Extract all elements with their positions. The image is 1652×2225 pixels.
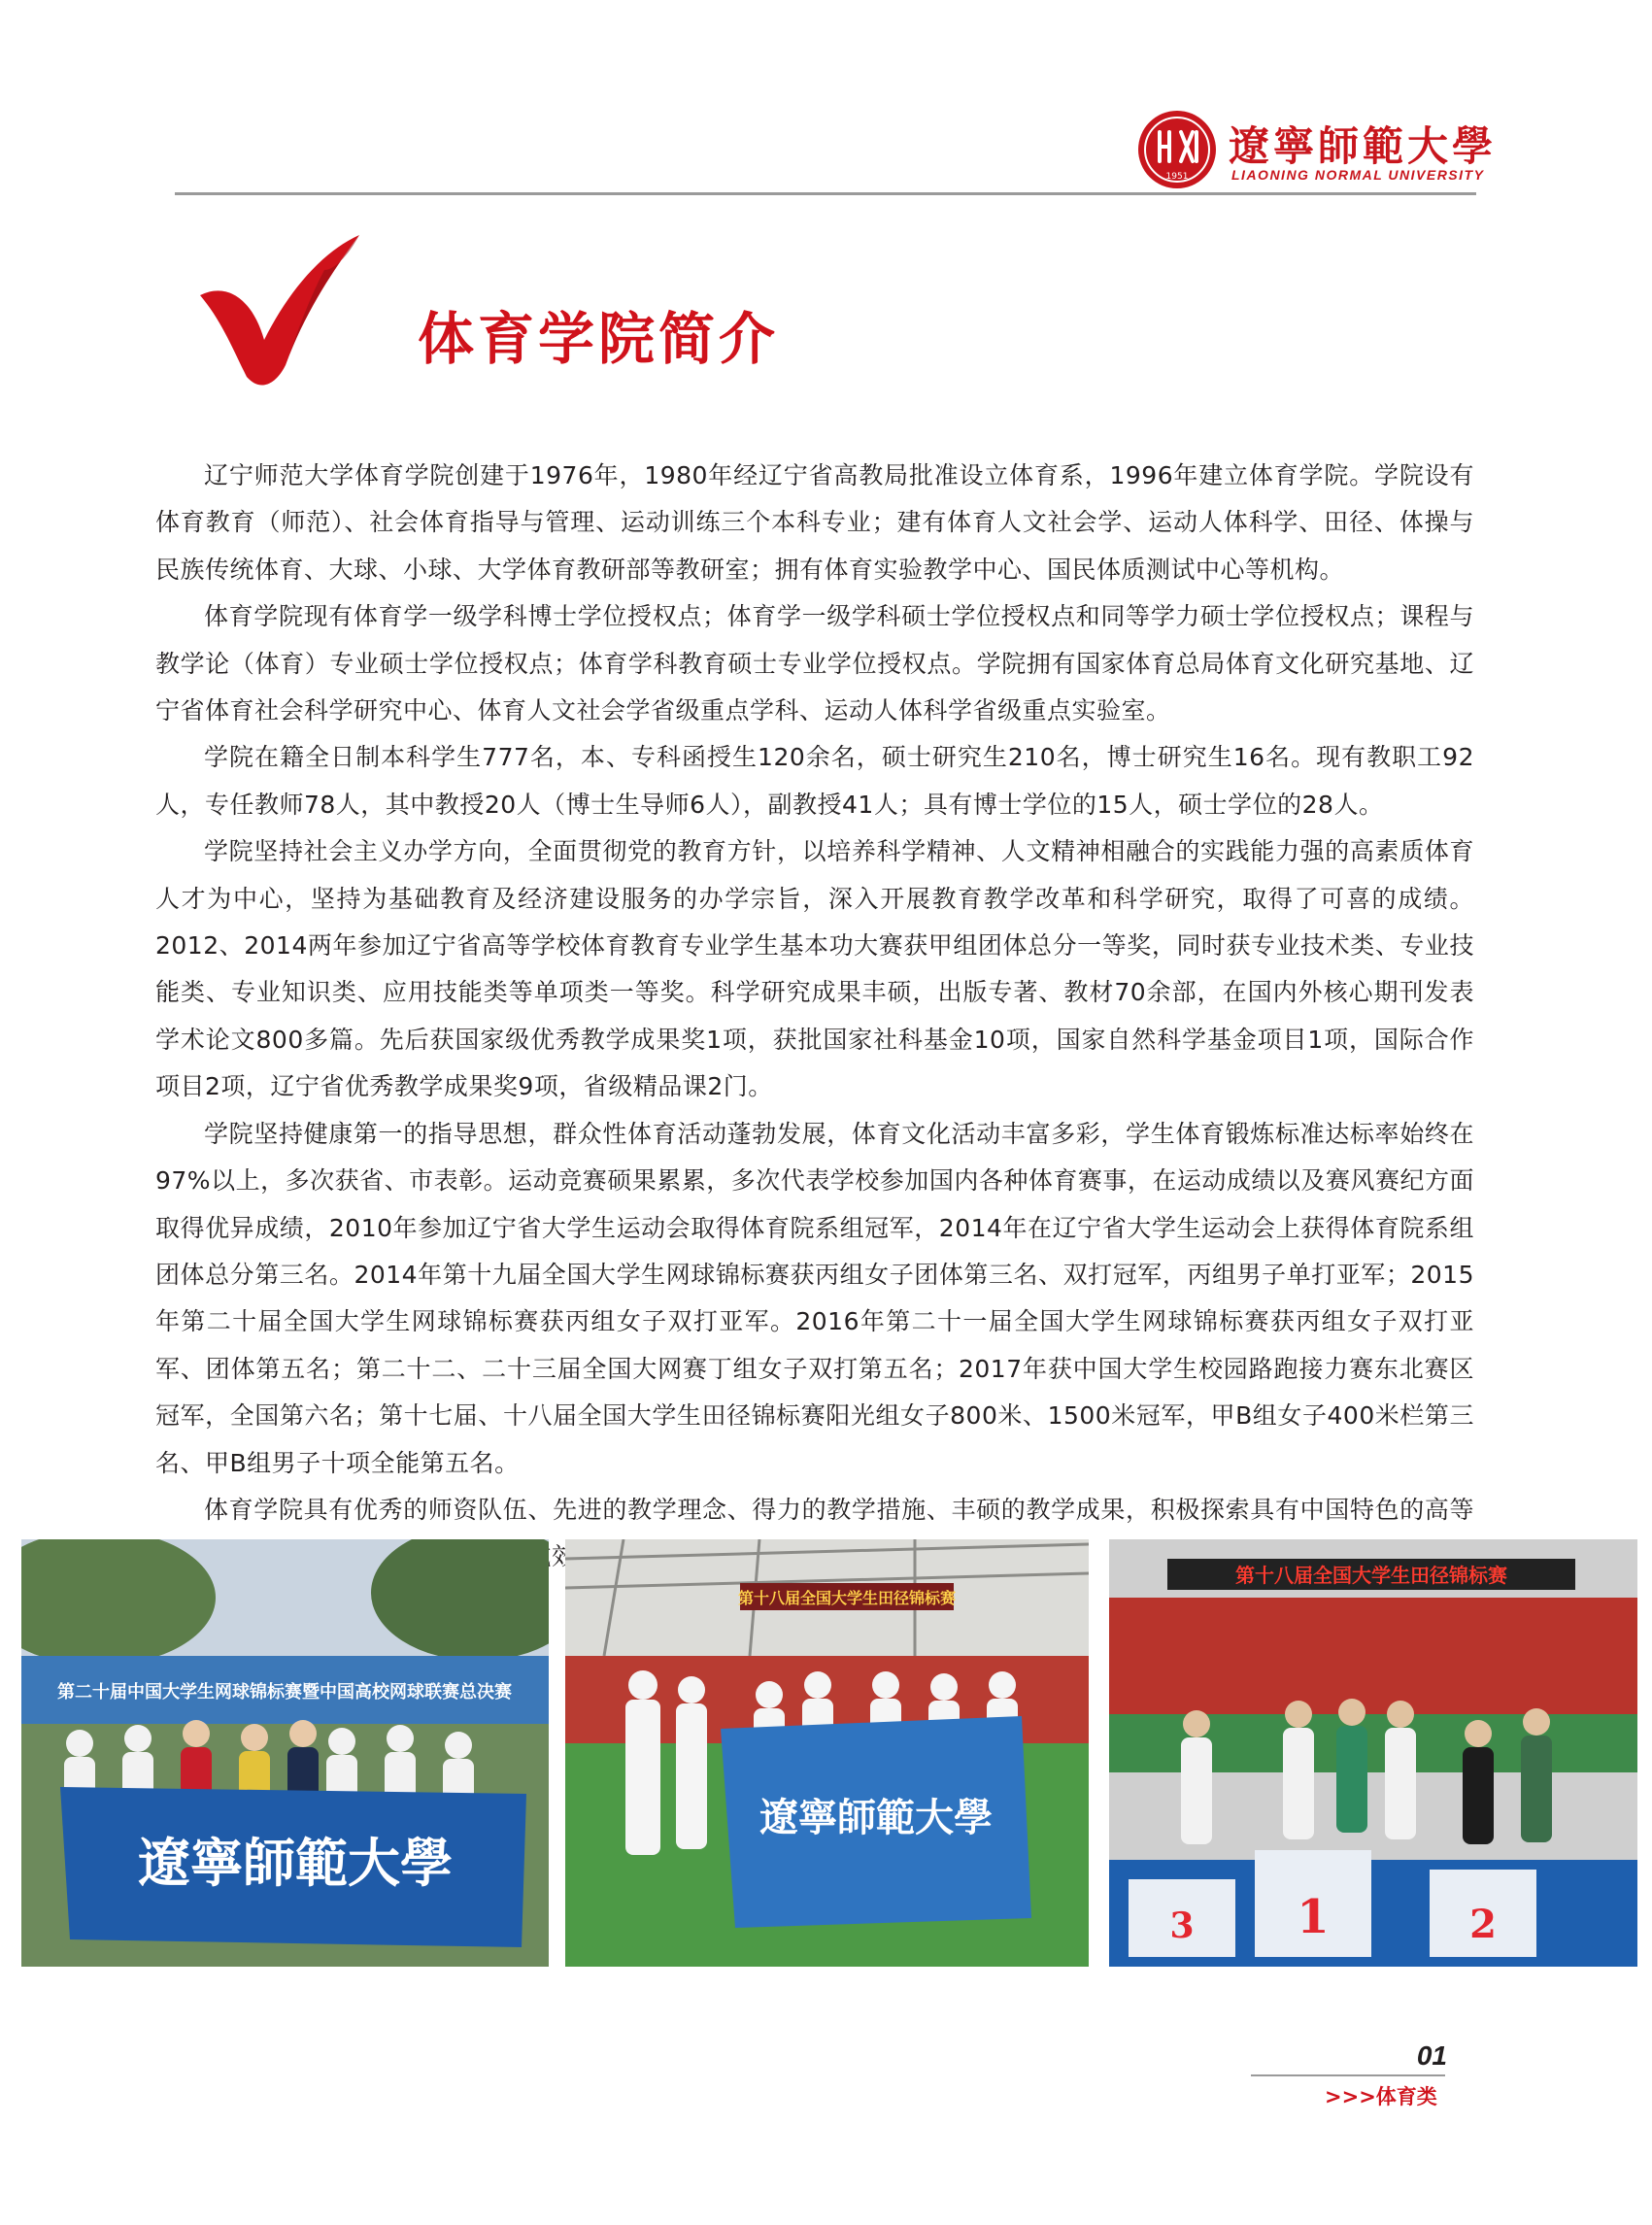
photo-tennis-team: [21, 1539, 549, 1967]
podium-label-first: 1: [1297, 1890, 1330, 1944]
article-body: [155, 453, 1474, 1581]
university-name-en: LIAONING NORMAL UNIVERSITY: [1231, 167, 1485, 183]
emblem-year: 1951: [1165, 172, 1189, 182]
university-emblem-icon: [1136, 109, 1218, 190]
paragraph-staff: 学院在籍全日制本科学生777名，本、专科函授生120余名，硕士研究生210名，博士研究生16名。现有教职工92人，专任教师78人，其中教授20人（博士生导师6人），副教授41人；具有博士学位的15人，硕士学位的28人。: [155, 743, 1474, 819]
page-number: 01: [1416, 2040, 1447, 2071]
paragraph-achievements: 学院坚持社会主义办学方向，全面贯彻党的教育方针，以培养科学精神、人文精神相融合的实践能力强的高素质体育人才为中心，坚持为基础教育及经济建设服务的办学宗旨，深入开展教育教学改革和科学研究，取得了可喜的成绩。2012、2014两年参加辽宁省高等学校体育教育专业学生基本功大赛获甲组团体总分一等奖，同时获专业技术类、专业技能类、专业知识类、应用技能类等单项类一等奖。科学研究成果丰硕，出版专著、教材70余部，在国内外核心期刊发表学术论文800多篇。先后获国家级优秀教学成果奖1项，获批国家社科基金10项，国家自然科学基金项目1项，国际合作项目2项，辽宁省优秀教学成果奖9项，省级精品课2门。: [155, 837, 1474, 1101]
page-title: 体育学院简介: [418, 306, 780, 372]
header-divider: [175, 192, 1476, 195]
podium-label-second: 2: [1469, 1902, 1497, 1947]
paragraph-sports: 学院坚持健康第一的指导思想，群众性体育活动蓬勃发展，体育文化活动丰富多彩，学生体育锻炼标准达标率始终在97%以上，多次获省、市表彰。运动竞赛硕果累累，多次代表学校参加国内各种体育赛事，在运动成绩以及赛风赛纪方面取得优异成绩，2010年参加辽宁省大学生运动会取得体育院系组冠军，2014年在辽宁省大学生运动会上获得体育院系组团体总分第三名。2014年第十九届全国大学生网球锦标赛获丙组女子团体第三名、双打冠军，丙组男子单打亚军；2015年第二十届全国大学生网球锦标赛获丙组女子双打亚军。2016年第二十一届全国大学生网球锦标赛获丙组女子双打亚军、团体第五名；第二十二、二十三届全国大网赛丁组女子双打第五名；2017年获中国大学生校园路跑接力赛东北赛区冠军，全国第六名；第十七届、十八届全国大学生田径锦标赛阳光组女子800米、1500米冠军，甲B组女子400米栏第三名、甲B组男子十项全能第五名。: [155, 1119, 1474, 1477]
photo-1-banner-text: 第二十届中国大学生网球锦标赛暨中国高校网球联赛总决赛: [57, 1682, 512, 1702]
photo-2-banner-text: 第十八届全国大学生田径锦标赛: [737, 1589, 957, 1607]
photo-3-banner-text: 第十八届全国大学生田径锦标赛: [1235, 1564, 1507, 1587]
university-name-cn: 遼寧師範大學: [1229, 122, 1498, 170]
photo-2-flag-text: 遼寧師範大學: [759, 1795, 993, 1840]
photo-track-trophy: [565, 1539, 1089, 1967]
photo-award-podium: [1109, 1539, 1637, 1967]
paragraph-intro: 辽宁师范大学体育学院创建于1976年，1980年经辽宁省高教局批准设立体育系，1996年建立体育学院。学院设有体育教育（师范）、社会体育指导与管理、运动训练三个本科专业；建有体育人文社会学、运动人体科学、田径、体操与民族传统体育、大球、小球、大学体育教研部等教研室；拥有体育实验教学中心、国民体质测试中心等机构。: [155, 461, 1474, 584]
paragraph-degrees: 体育学院现有体育学一级学科博士学位授权点；体育学一级学科硕士学位授权点和同等学力硕士学位授权点；课程与教学论（体育）专业硕士学位授权点；体育学科教育硕士专业学位授权点。学院拥有国家体育总局体育文化研究基地、辽宁省体育社会科学研究中心、体育人文社会学省级重点学科、运动人体科学省级重点实验室。: [155, 602, 1474, 725]
podium-label-third: 3: [1169, 1905, 1195, 1946]
checkmark-icon: [192, 231, 362, 394]
photo-1-flag-text: 遼寧師範大學: [138, 1832, 453, 1894]
section-label: >>>体育类: [1325, 2085, 1437, 2108]
paragraph-summary: 体育学院具有优秀的师资队伍、先进的教学理念、得力的教学措施、丰硕的教学成果，积极探索具有中国特色的高等 成效。: [204, 1495, 1474, 1571]
footer-divider: [1251, 2074, 1445, 2076]
